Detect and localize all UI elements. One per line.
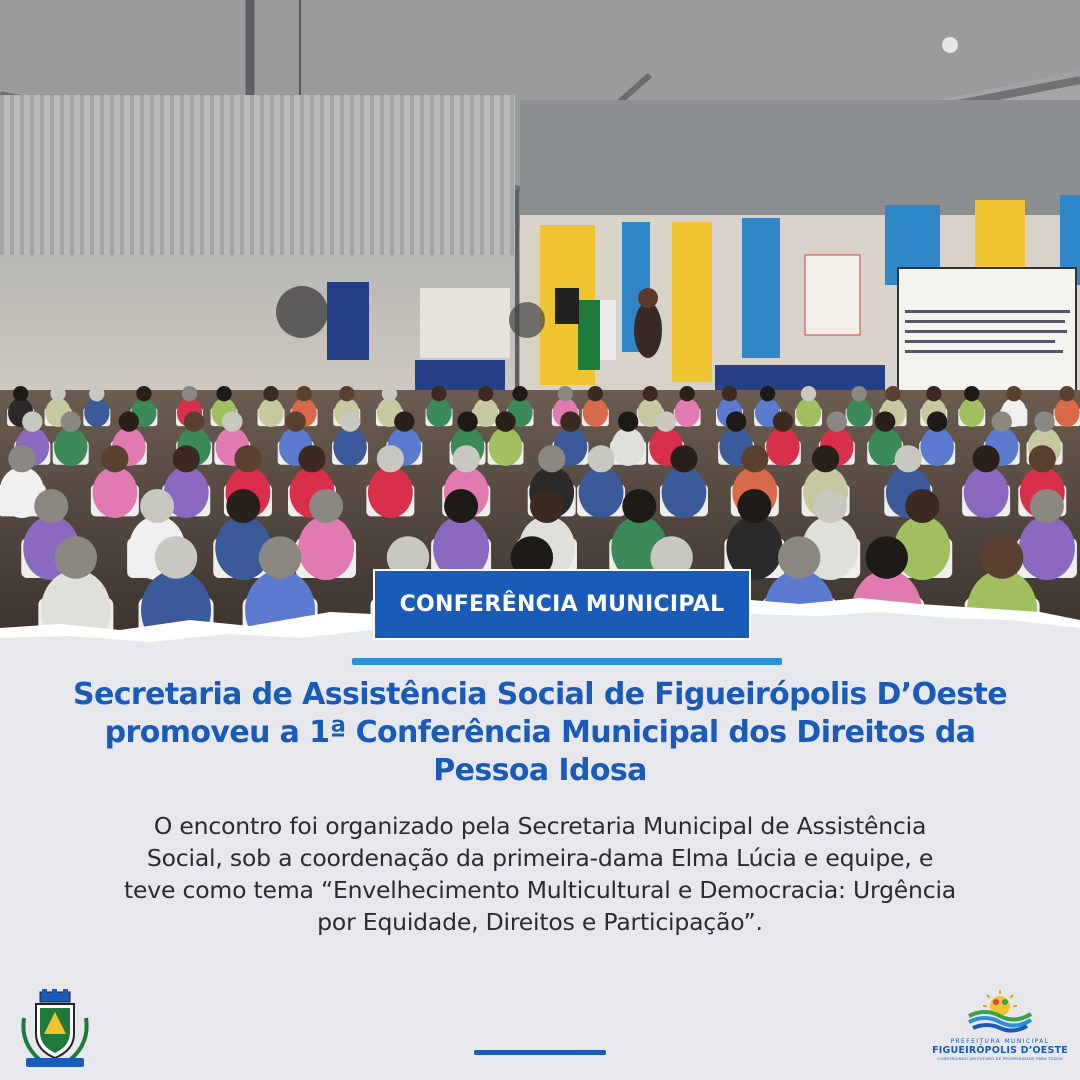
audience-head [1059,386,1074,401]
sun-waves-logo-icon [965,988,1035,1036]
audience-head [1029,445,1056,472]
audience-head [851,386,866,401]
audience-head [722,386,737,401]
audience-head [263,386,278,401]
audience-member [1054,398,1079,427]
audience-head [827,411,847,431]
audience-head [801,386,816,401]
audience-head [119,411,139,431]
body-paragraph: O encontro foi organizado pela Secretaria Municipal de Assistência Social, sob a coordenação da primeira-dama Elma Lúcia e equipe, e teve como tema “Envelhecimento Multicultural e Democracia: Urgência por Equidade, Direitos e Participação”. [124,812,956,936]
audience-head [340,411,360,431]
audience-head [1006,386,1021,401]
audience-head [741,445,768,472]
audience-member [766,428,800,466]
audience-head [885,386,900,401]
audience-head [478,386,493,401]
municipal-coat-of-arms-icon [16,988,94,1070]
audience-head [431,386,446,401]
audience-head [296,386,311,401]
audience-head [457,411,477,431]
audience-head [778,536,821,579]
audience-head [622,489,656,523]
audience-head [865,536,908,579]
prefeitura-brand [930,988,1070,1068]
audience-member [583,398,608,427]
audience-head [101,445,128,472]
brand-top-label: PREFEITURA MUNICIPAL [950,1038,1050,1045]
audience-head [981,536,1024,579]
audience-head [812,445,839,472]
audience-head [587,445,614,472]
audience-head [1030,489,1064,523]
audience-member [920,428,954,466]
audience-head [259,536,302,579]
audience-head [34,489,68,523]
audience-head [560,411,580,431]
audience-head [394,411,414,431]
audience-head [813,489,847,523]
audience-member [84,398,109,427]
audience-head [184,411,204,431]
audience-head [382,386,397,401]
audience-head [50,386,65,401]
audience-head [155,536,198,579]
audience-member [1019,516,1075,580]
audience-member [298,516,354,580]
audience-head [8,445,35,472]
divider-top [352,658,782,665]
audience-head [377,445,404,472]
audience-head [964,386,979,401]
audience-member [333,428,367,466]
audience-head [588,386,603,401]
headline: Secretaria de Assistência Social de Figueirópolis D’Oeste promoveu a 1ª Conferência Municipal dos Direitos da Pessoa Idosa [73,677,1007,788]
audience-head [656,411,676,431]
audience-member [964,467,1009,518]
audience-member [258,398,283,427]
audience-head [339,386,354,401]
audience-member [662,467,707,518]
audience-head [1034,411,1054,431]
audience-member [426,398,451,427]
divider-bottom [474,1050,606,1055]
audience-member [54,428,88,466]
audience-head [298,445,325,472]
audience-head [61,411,81,431]
audience-head [558,386,573,401]
audience-head [875,411,895,431]
audience-head [136,386,151,401]
audience-head [530,489,564,523]
audience-head [926,386,941,401]
audience-head [444,489,478,523]
audience-head [89,386,104,401]
audience-head [13,386,28,401]
audience-head [286,411,306,431]
audience-head [216,386,231,401]
brand-tagline: CONSTRUINDO UM FUTURO DE PROSPERIDADE PARA TODOS [937,1056,1063,1061]
audience-head [495,411,515,431]
audience-head [760,386,775,401]
audience-member [92,467,137,518]
audience-head [726,411,746,431]
audience-member [611,428,645,466]
audience-head [182,386,197,401]
audience-head [737,489,771,523]
audience-member [674,398,699,427]
audience-head [173,445,200,472]
audience-head [140,489,174,523]
audience-member [847,398,872,427]
audience-head [453,445,480,472]
audience-head [905,489,939,523]
audience-head [679,386,694,401]
audience-head [991,411,1011,431]
audience-head [773,411,793,431]
section-badge: CONFERÊNCIA MUNICIPAL [373,569,751,640]
brand-name: FIGUEIRÓPOLIS D’OESTE [932,1045,1068,1056]
audience-head [512,386,527,401]
audience-head [234,445,261,472]
audience-head [55,536,98,579]
audience-member [368,467,413,518]
audience-head [643,386,658,401]
audience-member [579,467,624,518]
audience-head [222,411,242,431]
audience-head [226,489,260,523]
audience-head [538,445,565,472]
audience-head [927,411,947,431]
audience-head [670,445,697,472]
audience-member [959,398,984,427]
audience-head [973,445,1000,472]
audience-head [618,411,638,431]
audience-head [22,411,42,431]
audience-member [796,398,821,427]
audience-member [489,428,523,466]
audience-head [895,445,922,472]
audience-head [309,489,343,523]
